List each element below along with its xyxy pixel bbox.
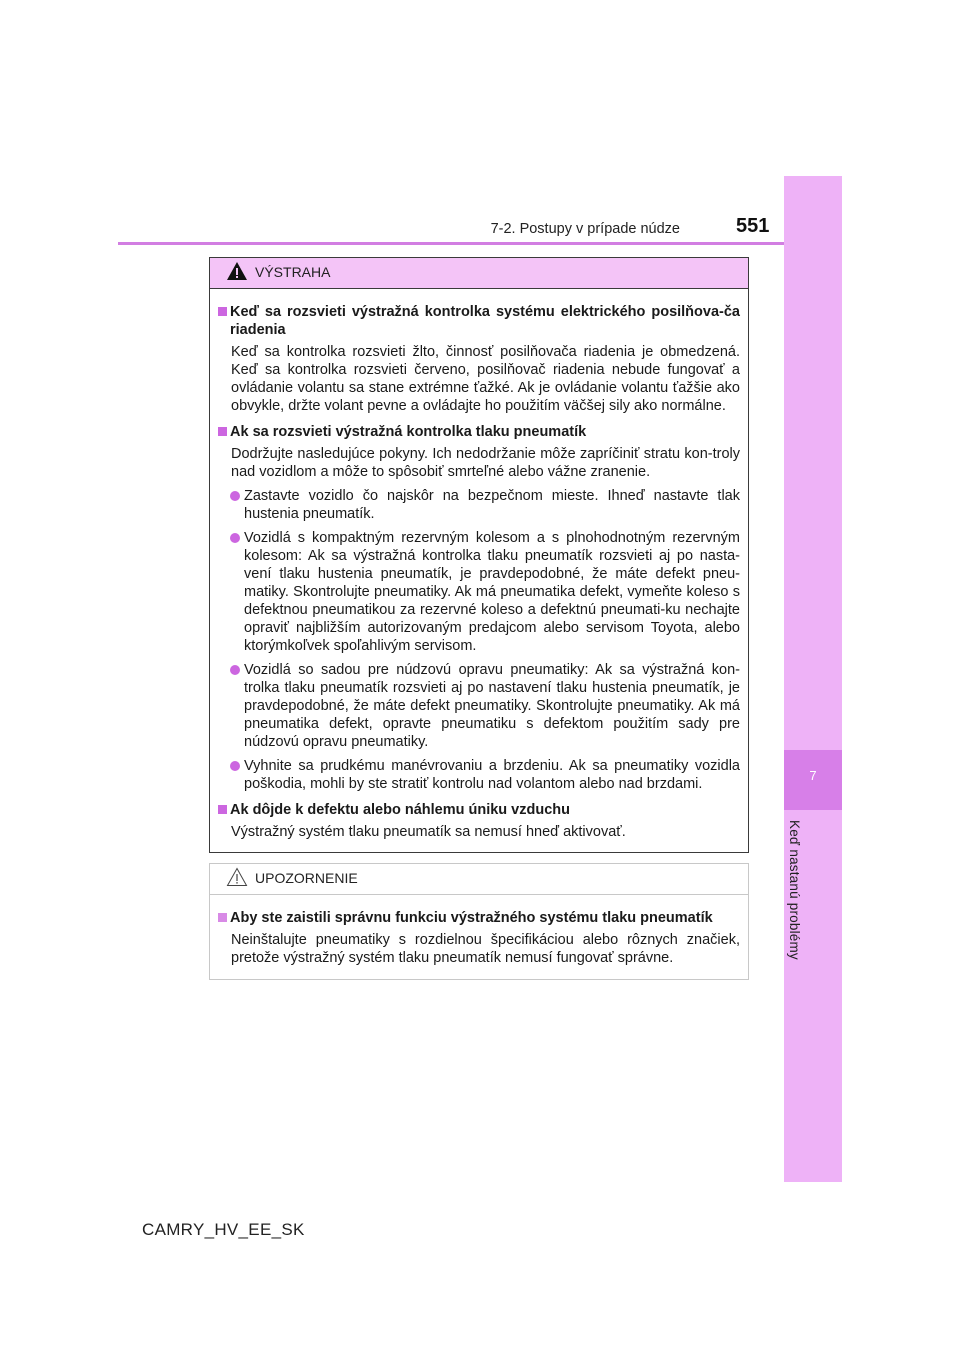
caution-heading: Aby ste zaistili správnu funkciu výstražného systému tlaku pneumatík: [218, 909, 740, 927]
section-title: 7-2. Postupy v prípade núdze: [490, 221, 680, 237]
circle-bullet-icon: [230, 533, 240, 543]
square-bullet-icon: [218, 805, 227, 814]
list-item: Vozidlá s kompaktným rezervným kolesom a s plnohodnotným rezervným kolesom: Ak sa výstražná kontrolka tlaku pneumatík rozsvieti aj po nasta-vení tlaku hustenia pneumatík, je pravdepodobné, že máte defekt pneu-matiky. Skontrolujte pneumatiky. Ak má pneumatika defekt, vymeňte koleso s defektnou pneumatikou za rezervné koleso a defektnú pneumati-ku nechajte opraviť najbližším autorizovaným predajcom alebo servisom Toyota, alebo ktorýmkoľvek spoľahlivým servisom.: [218, 529, 740, 655]
warning-paragraph-1: Keď sa kontrolka rozsvieti žlto, činnosť posilňovača riadenia je obmedzená. Keď sa kontrolka rozsvieti červeno, posilňovač riadenia nebude fungovať a ovládanie volantu sa stane extrémne ťažké. Ak je ovládanie volantu ťažšie ako obvykle, držte volant pevne a ovládajte ho použitím väčšej sily ako normálne.: [231, 344, 740, 414]
warning-heading-1: Keď sa rozsvieti výstražná kontrolka systému elektrického posilňova-ča riadenia: [218, 303, 740, 339]
warning-body: [210, 289, 748, 841]
square-bullet-icon: [218, 913, 227, 922]
caution-box: [209, 863, 749, 980]
caution-paragraph: Neinštalujte pneumatiky s rozdielnou špecifikáciou alebo rôznych značiek, pretože výstražný systém tlaku pneumatík nemusí fungovať správne.: [231, 932, 740, 966]
warning-box-header: [210, 258, 748, 289]
circle-bullet-icon: [230, 761, 240, 771]
warning-title: VÝSTRAHA: [255, 264, 331, 280]
chapter-title: Keď nastanú problémy: [787, 820, 802, 960]
square-bullet-icon: [218, 427, 227, 436]
circle-bullet-icon: [230, 491, 240, 501]
header-rule: [118, 242, 784, 245]
list-item: Vozidlá so sadou pre núdzovú opravu pneumatiky: Ak sa výstražná kon-trolka tlaku pneumatík rozsvieti aj po nastavení tlaku hustenia pneumatík, je pravdepodobné, že máte defekt pneumatiky. Skontrolujte pneumatiky. Ak má pneumatika defekt, opravte pneumatiku s defektom použitím sady pre núdzovú opravu pneumatiky.: [218, 661, 740, 751]
caution-box-header: [210, 864, 748, 895]
caution-body: [210, 895, 748, 967]
warning-heading-3: Ak dôjde k defektu alebo náhlemu úniku vzduchu: [218, 801, 740, 819]
chapter-side-tab: [784, 176, 842, 1182]
warning-paragraph-2: Dodržujte nasledujúce pokyny. Ich nedodržanie môže zapríčiniť stratu kon-troly nad vozidlom a môže to spôsobiť smrteľné alebo vážne zranenie.: [231, 446, 740, 480]
circle-bullet-icon: [230, 665, 240, 675]
list-item: Zastavte vozidlo čo najskôr na bezpečnom mieste. Ihneď nastavte tlak hustenia pneumatík.: [218, 487, 740, 523]
document-code: CAMRY_HV_EE_SK: [142, 1220, 305, 1239]
warning-paragraph-3: Výstražný systém tlaku pneumatík sa nemusí hneď aktivovať.: [231, 824, 626, 840]
caution-title: UPOZORNENIE: [255, 870, 358, 886]
warning-box: [209, 257, 749, 853]
list-item: Vyhnite sa prudkému manévrovaniu a brzdeniu. Ak sa pneumatiky vozidla poškodia, mohli by ste stratiť kontrolu nad volantom alebo nad brzdami.: [218, 757, 740, 793]
warning-triangle-icon: [226, 261, 248, 286]
caution-triangle-icon: [226, 867, 248, 892]
page-number: 551: [736, 215, 770, 237]
warning-heading-2: Ak sa rozsvieti výstražná kontrolka tlaku pneumatík: [218, 423, 740, 441]
chapter-number: 7: [809, 768, 817, 783]
square-bullet-icon: [218, 307, 227, 316]
